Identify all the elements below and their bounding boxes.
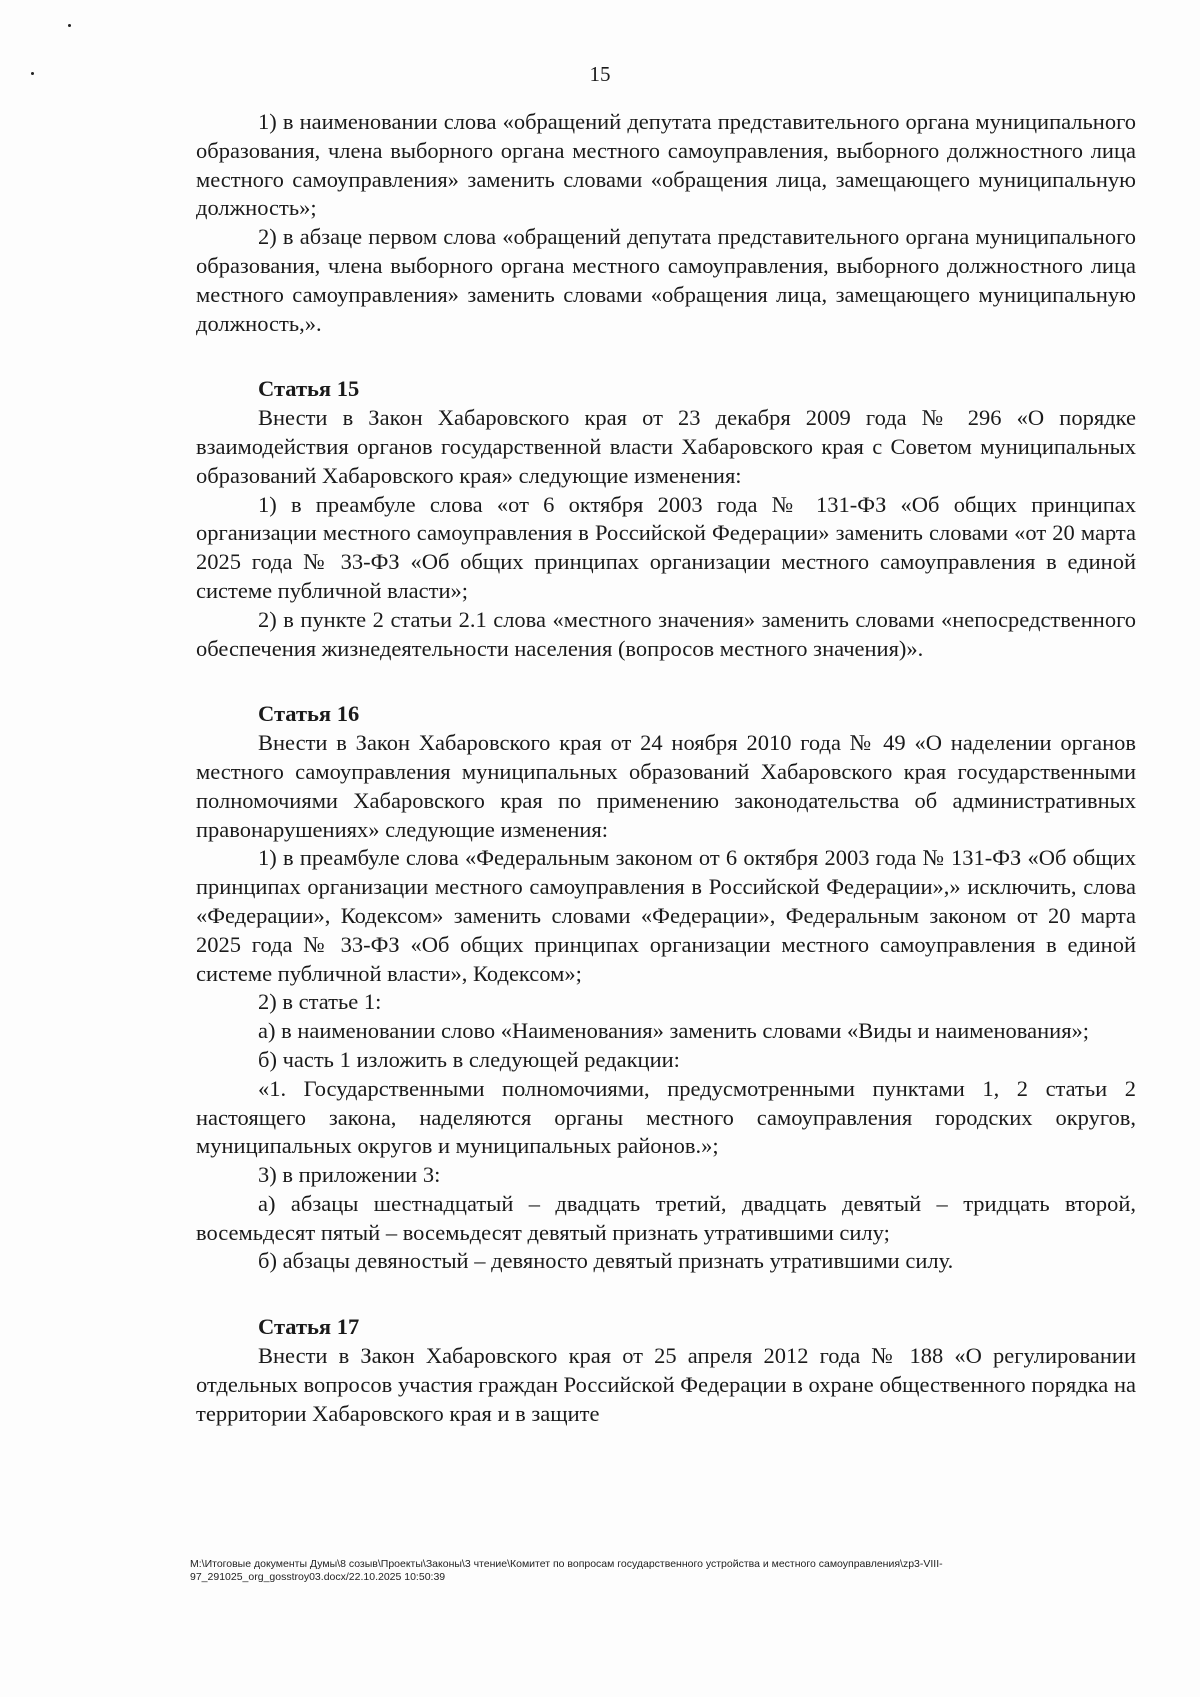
paragraph: б) часть 1 изложить в следующей редакции: [258, 1046, 680, 1072]
footer-line-1: M:\Итоговые документы Думы\8 созыв\Проекты\Законы\3 чтение\Комитет по вопросам государственного устройства и местного самоуправления\zp3-VIII- [190, 1558, 943, 1570]
paragraph: а) в наименовании слово «Наименования» заменить словами «Виды и наименования»; [258, 1018, 1090, 1044]
paragraph: 2) в абзаце первом слова «обращений депутата представительного органа муниципального образования, члена выборного органа местного самоуправления, выборного должностного лица местного самоуправления» заменить словами «обращения лица, замещающего муниципальную должность,». [196, 224, 1136, 336]
paragraph: «1. Государственными полномочиями, предусмотренными пунктами 1, 2 статьи 2 настоящего закона, наделяются органы местного самоуправления городских округов, муниципальных округов и муниципальных районов.»; [196, 1075, 1136, 1159]
document-body [196, 108, 1136, 1428]
scan-speck [68, 24, 71, 27]
article-heading: Статья 16 [258, 701, 360, 727]
page-number: 15 [589, 62, 611, 86]
paragraph: Внести в Закон Хабаровского края от 24 ноября 2010 года № 49 «О наделении органов местного самоуправления муниципальных образований Хабаровского края государственными полномочиями Хабаровского края по применению законодательства об административных правонарушениях» следующие изменения: [196, 730, 1136, 842]
paragraph: Внести в Закон Хабаровского края от 25 апреля 2012 года № 188 «О регулировании отдельных вопросов участия граждан Российской Федерации в охране общественного порядка на территории Хабаровского края и в защите [196, 1343, 1136, 1426]
paragraph: 1) в преамбуле слова «Федеральным законом от 6 октября 2003 года № 131-ФЗ «Об общих принципах организации местного самоуправления в Российской Федерации»,» исключить, слова «Федерации», Кодексом» заменить словами «Федерации», Федеральным законом от 20 марта 2025 года № 33-ФЗ «Об общих принципах организации местного самоуправления в единой системе публичной власти», Кодексом»; [196, 845, 1136, 986]
paragraph: Внести в Закон Хабаровского края от 23 декабря 2009 года № 296 «О порядке взаимодействия органов государственной власти Хабаровского края с Советом муниципальных образований Хабаровского края» следующие изменения: [196, 405, 1136, 488]
footer-line-2: 97_291025_org_gosstroy03.docx/22.10.2025 10:50:39 [190, 1571, 446, 1583]
paragraph: 1) в преамбуле слова «от 6 октября 2003 года № 131-ФЗ «Об общих принципах организации местного самоуправления в Российской Федерации» заменить словами «от 20 марта 2025 года № 33-ФЗ «Об общих принципах организации местного самоуправления в единой системе публичной власти»; [196, 491, 1136, 603]
paragraph: а) абзацы шестнадцатый – двадцать третий, двадцать девятый – тридцать второй, восемьдесят пятый – восемьдесят девятый признать утратившими силу; [196, 1190, 1136, 1245]
paragraph: 1) в наименовании слова «обращений депутата представительного органа муниципального образования, члена выборного органа местного самоуправления, выборного должностного лица местного самоуправления» заменить словами «обращения лица, замещающего муниципальную должность»; [196, 109, 1136, 221]
paragraph: 2) в статье 1: [258, 989, 382, 1015]
paragraph: б) абзацы девяностый – девяносто девятый признать утратившими силу. [258, 1248, 954, 1274]
paragraph: 2) в пункте 2 статьи 2.1 слова «местного значения» заменить словами «непосредственного обеспечения жизнедеятельности населения (вопросов местного значения)». [196, 606, 1136, 661]
file-path-footer [190, 1558, 1140, 1584]
paragraph: 3) в приложении 3: [258, 1162, 441, 1188]
article-heading: Статья 17 [258, 1314, 360, 1340]
article-heading: Статья 15 [258, 376, 360, 402]
